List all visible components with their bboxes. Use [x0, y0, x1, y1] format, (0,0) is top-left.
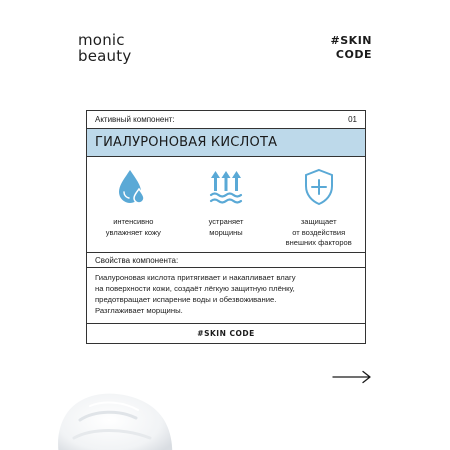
evaporation-arrows-icon	[208, 167, 244, 207]
ingredient-card	[86, 110, 366, 344]
logo-line-2: beauty	[78, 47, 132, 65]
component-label: Активный компонент:	[95, 115, 175, 124]
card-footer	[87, 324, 365, 343]
benefit-hydration	[87, 157, 180, 252]
ingredient-title-band	[87, 129, 365, 157]
benefit-wrinkles	[180, 157, 273, 252]
arrow-right-icon[interactable]	[332, 370, 372, 384]
properties-label: Свойства компонента:	[95, 255, 179, 265]
shield-plus-icon	[301, 167, 337, 207]
brand-logo	[78, 32, 131, 64]
benefit-protection	[272, 157, 365, 252]
brand-tag-line-1: #SKIN	[330, 34, 372, 47]
brand-tag	[331, 34, 372, 62]
cream-texture-image	[40, 380, 190, 450]
card-footer-tag: #SKIN CODE	[197, 329, 255, 338]
benefit-text: устраняет морщины	[208, 217, 244, 237]
properties-header	[87, 253, 365, 268]
benefit-text: интенсивно увлажняет кожу	[105, 217, 161, 237]
card-header	[87, 111, 365, 129]
ingredient-title: ГИАЛУРОНОВАЯ КИСЛОТА	[95, 135, 278, 150]
benefit-text: защищает от воздействия внешних факторов	[285, 217, 352, 247]
brand-tag-line-2: CODE	[335, 48, 372, 61]
properties-description: Гиалуроновая кислота притягивает и накапливает влагу на поверхности кожи, создаёт лёгкую защитную плёнку, предотвращает испарение воды и обезвоживание. Разглаживает морщины.	[87, 268, 365, 324]
water-drops-icon	[115, 167, 151, 207]
logo-line-1: monic	[78, 31, 125, 49]
component-number: 01	[348, 115, 357, 124]
benefits-row	[87, 157, 365, 253]
